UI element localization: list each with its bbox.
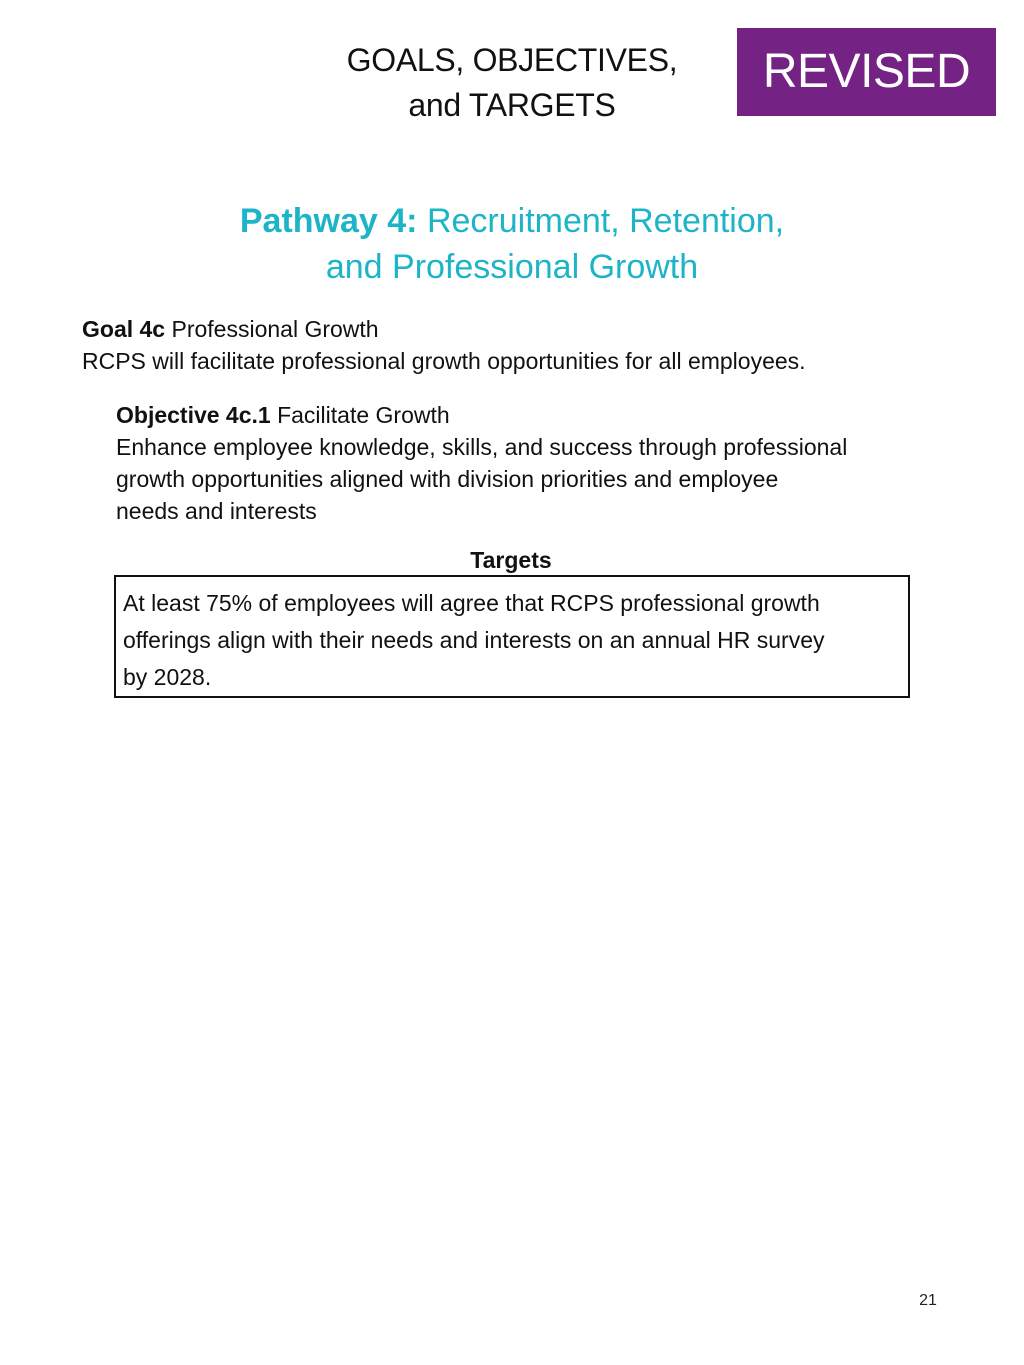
- pathway-title-part-1: Recruitment, Retention,: [426, 202, 785, 240]
- goal-label: Goal 4c: [82, 316, 166, 342]
- goal-description: RCPS will facilitate professional growth opportunities for all employees.: [82, 348, 806, 374]
- objective-description-line-2: growth opportunities aligned with division priorities and employee: [116, 466, 779, 492]
- pathway-label: Pathway 4:: [239, 202, 418, 240]
- page-number: 21: [919, 1292, 937, 1309]
- pathway-title-part-2: and Professional Growth: [325, 248, 699, 286]
- goal-heading: [82, 313, 962, 345]
- targets-text: [123, 585, 913, 696]
- page-title-line-2: and TARGETS: [408, 87, 616, 123]
- objective-section: [116, 399, 966, 527]
- target-text-line-3: by 2028.: [123, 664, 212, 690]
- pathway-heading-line-1: [160, 198, 864, 244]
- targets-heading: Targets: [470, 547, 552, 573]
- objective-heading: [116, 399, 966, 431]
- page-title-line-1: GOALS, OBJECTIVES,: [346, 42, 678, 78]
- objective-description-line-1: Enhance employee knowledge, skills, and success through professional: [116, 434, 848, 460]
- page-title: [280, 38, 744, 128]
- target-text-line-2: offerings align with their needs and interests on an annual HR survey: [123, 627, 825, 653]
- goal-name: Professional Growth: [171, 316, 379, 342]
- revised-badge: REVISED: [737, 28, 996, 116]
- objective-name: Facilitate Growth: [277, 402, 450, 428]
- goal-section: [82, 313, 962, 377]
- objective-label: Objective 4c.1: [116, 402, 271, 428]
- targets-box: [114, 575, 910, 698]
- objective-description-line-3: needs and interests: [116, 498, 317, 524]
- target-text-line-1: At least 75% of employees will agree that RCPS professional growth: [123, 590, 820, 616]
- pathway-heading: [160, 198, 864, 290]
